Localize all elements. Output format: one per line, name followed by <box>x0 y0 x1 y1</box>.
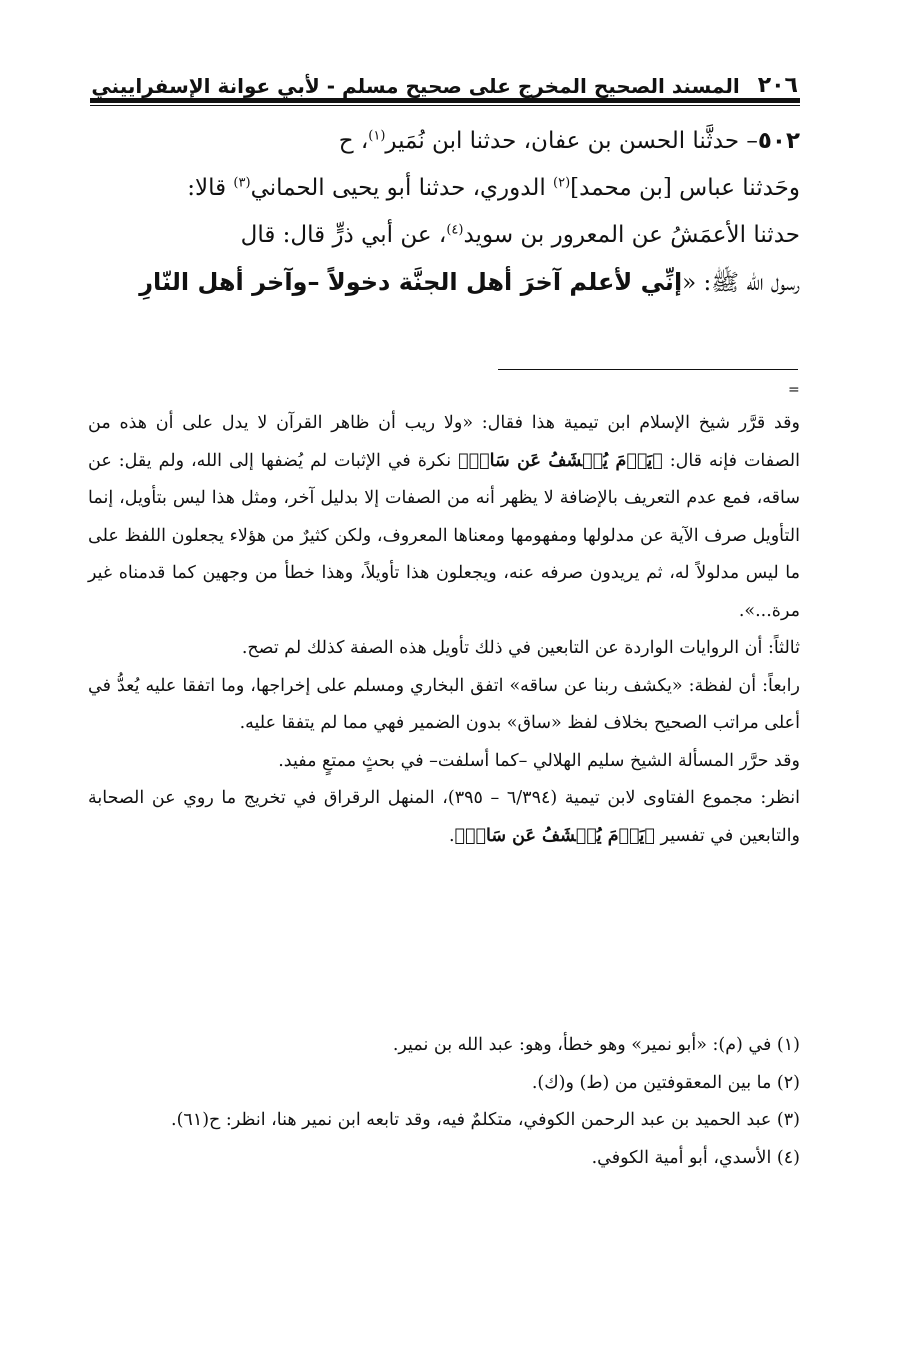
hadith-line <box>88 212 800 259</box>
footnote-ref: (٤) <box>446 222 464 238</box>
hadith-number: ٥٠٢ <box>757 128 800 154</box>
header-rule-thin <box>90 105 800 106</box>
isnad-text: ، عن أبي ذرٍّ قال: قال <box>240 222 447 248</box>
quran-ayah: ﴿يَوۡمَ يُكۡشَفُ عَن سَاقٖ﴾ <box>454 825 655 846</box>
note-paragraph: ثالثاً: أن الروايات الواردة عن التابعين في ذلك تأويل هذه الصفة كذلك لم تصح. <box>241 638 800 658</box>
footnote-1: (١) في (م): «أبو نمير» وهو خطأ، وهو: عبد الله بن نمير. <box>392 1035 800 1055</box>
hadith-line <box>88 165 800 212</box>
footnote-separator <box>498 369 798 370</box>
hadith-line <box>88 259 800 307</box>
note-paragraph <box>88 405 800 630</box>
matn-text: إنِّي لأعلم آخرَ أهل الجنَّة دخولاً –وآخر أهل النّارِ <box>139 268 683 296</box>
footnote-ref: (٢) <box>553 175 571 191</box>
isnad-text: ، ح <box>338 128 369 154</box>
hadith-text <box>88 118 800 307</box>
note-paragraph: وقد حرَّر المسألة الشيخ سليم الهلالي –كما أسلفت– في بحثٍ ممتعٍ مفيد. <box>278 750 800 771</box>
footnote-ref: (٣) <box>233 175 251 191</box>
footnote-2: (٢) ما بين المعقوفتين من (ط) و(ك). <box>531 1072 800 1093</box>
isnad-text: حدثَّنا الحسن بن عفان، حدثنا ابن نُمَير <box>385 128 740 154</box>
hadith-line <box>88 118 800 165</box>
page-number: ٢٠٦ <box>757 73 798 98</box>
continuation-mark: = <box>788 382 800 398</box>
quran-ayah: ﴿يَوۡمَ يُكۡشَفُ عَن سَاقٖ﴾ <box>458 450 663 471</box>
isnad-text: وحَدثنا عباس [بن محمد] <box>570 175 800 201</box>
isnad-text: الدوري، حدثنا أبو يحيى الحماني <box>250 175 554 201</box>
note-paragraph <box>88 780 800 855</box>
book-title: المسند الصحيح المخرج على صحيح مسلم - لأبي عوانة الإسفراييني <box>91 74 740 98</box>
running-header <box>90 58 798 98</box>
matn-intro: رسول الله ﷺ: « <box>682 270 800 296</box>
note-text: نكرة في الإثبات لم يُضفها إلى الله، ولم يقل: عن ساقه، فمع عدم التعريف بالإضافة لا يظهر أنه من الصفات إلا بدليل آخر، ومثل هذا ليس بتأويل، إنما التأويل صرف الآية عن مدلولها ومفهومها ومعناها المعروف، ولكن كثيرٌ من هؤلاء يجعلون اللفظ على ما ليس مدلولاً له، ثم يريدون صرفه عنه، ويجعلون هذا تأويلاً، وهذا خطأ من وجهين كما قدمناه غير مرة...». <box>88 450 800 621</box>
note-text: وقد قرَّر شيخ الإسلام ابن تيمية هذا فقال: «ولا ريب أن ظاهر القرآن لا يدل على أن هذه من الصفات فإنه قال: <box>88 413 800 471</box>
footnote-ref: (١) <box>368 128 386 144</box>
isnad-text: حدثنا الأعمَشُ عن المعرور بن سويد <box>463 222 800 248</box>
dash: – <box>746 128 758 154</box>
header-rule <box>90 98 800 103</box>
note-text: انظر: مجموع الفتاوى لابن تيمية (٦/٣٩٤ – ٣٩٥)، المنهل الرقراق في تخريج ما روي عن الصحابة والتابعين في تفسير <box>88 788 800 846</box>
continued-footnote <box>88 405 800 855</box>
isnad-text: قالا: <box>187 175 234 201</box>
footnotes <box>88 1027 800 1177</box>
note-paragraph: رابعاً: أن لفظة: «يكشف ربنا عن ساقه» اتفق البخاري ومسلم على إخراجها، وما اتفقا عليه يُعدُّ في أعلى مراتب الصحيح بخلاف لفظ «ساق» بدون الضمير فهي مما لم يتفقا عليه. <box>88 675 800 733</box>
footnote-3: (٣) عبد الحميد بن عبد الرحمن الكوفي، متكلمٌ فيه، وقد تابعه ابن نمير هنا، انظر: ح(٦١). <box>171 1110 800 1130</box>
footnote-4: (٤) الأسدي، أبو أمية الكوفي. <box>591 1147 800 1168</box>
note-text: . <box>448 825 455 846</box>
